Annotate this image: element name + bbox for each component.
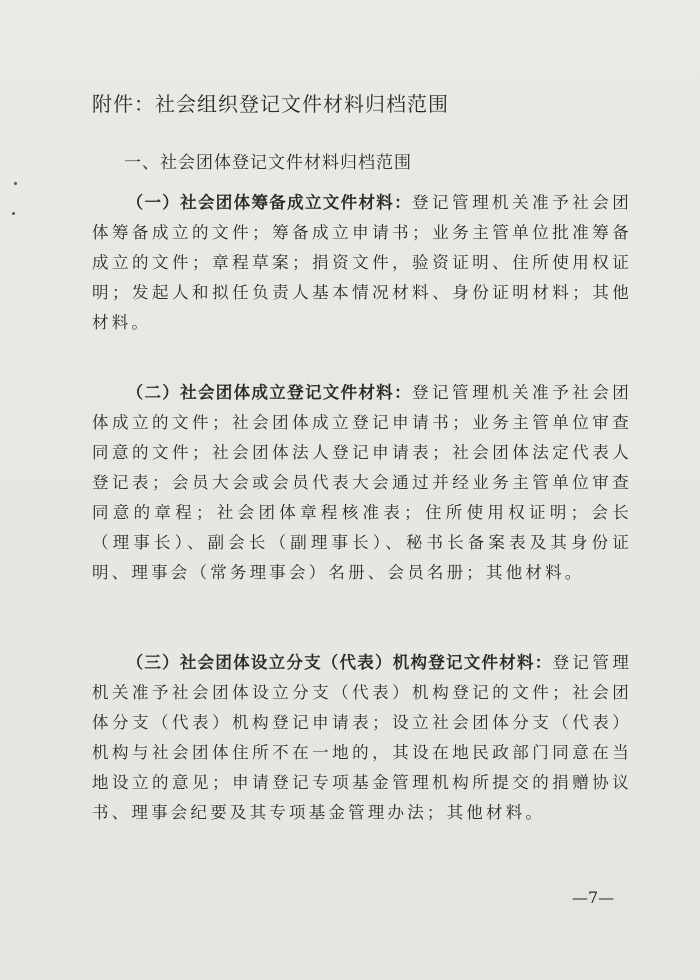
section-heading: 一、社会团体登记文件材料归档范围 [124, 153, 412, 173]
paragraph-branch [92, 648, 632, 828]
paragraph-registration [92, 378, 632, 588]
paragraph-preparation [92, 188, 632, 338]
paragraph-lead: （一）社会团体筹备成立文件材料： [126, 193, 412, 212]
page-number: —7— [572, 888, 615, 907]
scan-speck [12, 212, 15, 215]
paragraph-body: 登记管理机关准予社会团体筹备成立的文件；筹备成立申请书；业务主管单位批准筹备成立的文件；章程草案；捐资文件，验资证明、住所使用权证明；发起人和拟任负责人基本情况材料、身份证明材料；其他材料。 [92, 193, 632, 332]
page-title: 附件：社会组织登记文件材料归档范围 [92, 92, 449, 116]
paragraph-lead: （二）社会团体成立登记文件材料： [126, 383, 412, 402]
paragraph-lead: （三）社会团体设立分支（代表）机构登记文件材料： [126, 653, 553, 672]
paragraph-body: 登记管理机关准予社会团体成立的文件；社会团体成立登记申请书；业务主管单位审查同意的文件；社会团体法人登记申请表；社会团体法定代表人登记表；会员大会或会员代表大会通过并经业务主管单位审查同意的章程；社会团体章程核准表；住所使用权证明；会长（理事长）、副会长（副理事长）、秘书长备案表及其身份证明、理事会（常务理事会）名册、会员名册；其他材料。 [92, 383, 632, 582]
scan-speck [14, 182, 17, 185]
paragraph-body: 登记管理机关准予社会团体设立分支（代表）机构登记的文件；社会团体分支（代表）机构登记申请表；设立社会团体分支（代表）机构与社会团体住所不在一地的，其设在地民政部门同意在当地设立的意见；申请登记专项基金管理机构所提交的捐赠协议书、理事会纪要及其专项基金管理办法；其他材料。 [92, 653, 632, 822]
